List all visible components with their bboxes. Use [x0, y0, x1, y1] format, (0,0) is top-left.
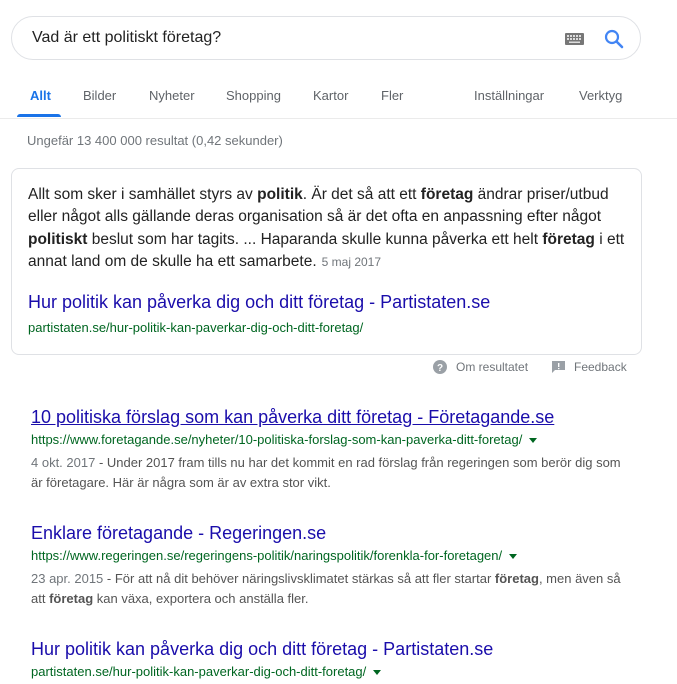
snippet-segment-bold: företag [542, 230, 595, 248]
result-date: 23 apr. 2015 [31, 571, 104, 586]
result-desc-segment: - Under 2017 fram tills nu har det kommit en rad förslag från regeringen som berör dig som är företagare. Här är några som är av extra stor vikt. [31, 455, 621, 490]
result-description [31, 569, 631, 608]
search-icon[interactable] [604, 29, 624, 49]
tab-verktyg[interactable]: Verktyg [579, 88, 623, 103]
search-box[interactable] [11, 16, 641, 60]
tab-kartor[interactable]: Kartor [313, 88, 349, 103]
snippet-segment: Allt som sker i samhället styrs av [28, 186, 258, 203]
feedback-link[interactable]: Feedback [574, 360, 627, 374]
chevron-down-icon[interactable] [529, 438, 537, 443]
featured-snippet [11, 168, 642, 355]
result-desc-segment-bold: företag [49, 590, 94, 606]
result-url [31, 664, 381, 679]
result-title-link[interactable]: Hur politik kan påverka dig och ditt företag - Partistaten.se [31, 639, 494, 659]
about-feedback-row [0, 360, 677, 376]
snippet-segment: beslut som har tagits. ... Haparanda skulle kunna påverka ett helt [87, 230, 543, 248]
svg-text:?: ? [436, 363, 444, 374]
tab-fler[interactable]: Fler [381, 88, 404, 103]
snippet-segment-bold: politik [257, 186, 303, 203]
result-url-text: https://www.foretagande.se/nyheter/10-politiska-forslag-som-kan-paverka-ditt-foretag/ [31, 432, 523, 447]
result-date: 4 okt. 2017 [31, 455, 96, 470]
result-description [31, 453, 631, 492]
search-input[interactable]: Vad är ett politiskt företag? [32, 29, 222, 46]
keyboard-icon[interactable] [565, 33, 584, 45]
search-tabs [0, 80, 677, 120]
snippet-title-link[interactable]: Hur politik kan påverka dig och ditt företag - Partistaten.se [28, 292, 491, 312]
snippet-segment: i ett annat land om de skulle ha ett samarbete. [28, 230, 625, 270]
active-tab-indicator [17, 114, 61, 117]
snippet-text [28, 184, 628, 273]
help-icon[interactable] [433, 360, 447, 374]
tabs-divider [0, 118, 677, 119]
tab-installningar[interactable]: Inställningar [474, 88, 545, 103]
result-desc-segment: , men även så att [31, 571, 621, 606]
result-title-link[interactable]: 10 politiska förslag som kan påverka ditt företag - Företagande.se [31, 407, 555, 427]
tab-shopping[interactable]: Shopping [226, 88, 281, 103]
snippet-segment: . Är det så att ett [302, 186, 421, 203]
tab-bilder[interactable]: Bilder [83, 88, 117, 103]
result-desc-segment-bold: företag [494, 571, 539, 586]
tab-nyheter[interactable]: Nyheter [149, 88, 195, 103]
result-title-link[interactable]: Enklare företagande - Regeringen.se [31, 523, 327, 543]
result-url-text: https://www.regeringen.se/regeringens-politik/naringspolitik/forenkla-for-foretagen/ [31, 548, 503, 563]
result-url-text: partistaten.se/hur-politik-kan-paverkar-dig-och-ditt-foretag/ [31, 664, 367, 679]
snippet-url: partistaten.se/hur-politik-kan-paverkar-dig-och-ditt-foretag/ [28, 320, 364, 335]
about-result-link[interactable]: Om resultatet [456, 360, 529, 374]
feedback-icon[interactable] [552, 361, 565, 373]
result-stats: Ungefär 13 400 000 resultat (0,42 sekunder) [27, 133, 283, 148]
result-desc-segment: - För att nå dit behöver näringslivsklimatet stärkas så att fler startar [103, 571, 495, 586]
tab-allt[interactable]: Allt [30, 88, 51, 103]
result-url [31, 432, 537, 447]
snippet-segment-bold: politiskt [28, 230, 88, 248]
snippet-date: 5 maj 2017 [321, 254, 382, 269]
chevron-down-icon[interactable] [509, 554, 517, 559]
snippet-segment: ändrar priser/utbud eller något alls gällande deras organisation så är det ofta en anpassning efter något [28, 186, 609, 226]
result-url [31, 548, 517, 563]
snippet-segment-bold: företag [420, 186, 474, 203]
chevron-down-icon[interactable] [373, 670, 381, 675]
result-desc-segment: kan växa, exportera och anställa fler. [93, 590, 309, 606]
